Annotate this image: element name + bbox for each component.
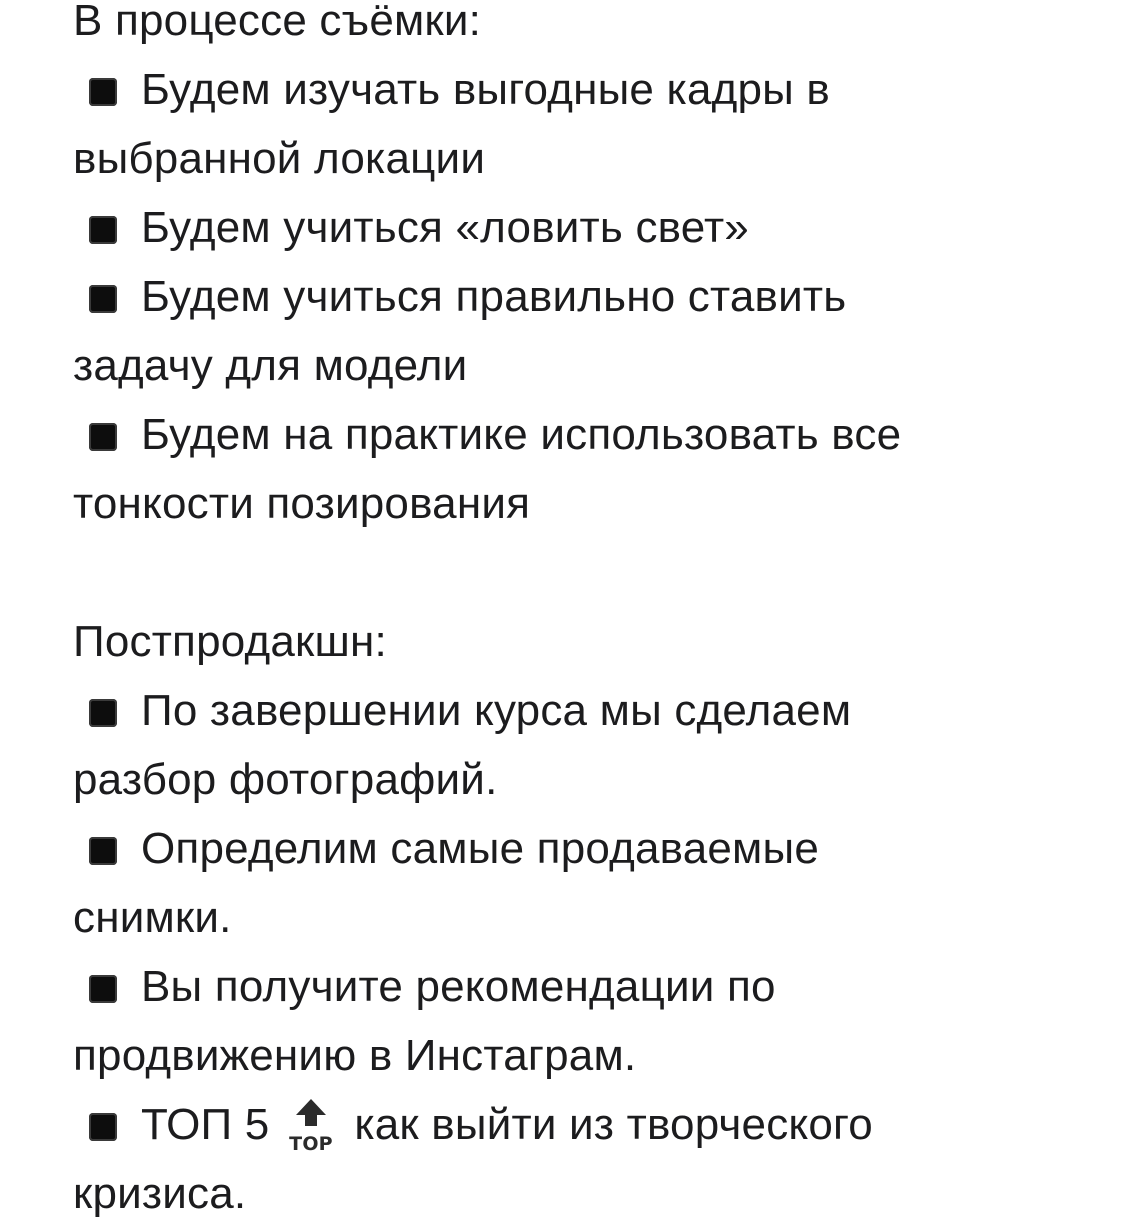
- list-item-text: По завершении курса мы сделаем: [141, 686, 852, 735]
- black-square-icon: [89, 837, 117, 865]
- list-item: [73, 400, 1073, 469]
- list-item-text: Определим самые продаваемые: [141, 824, 819, 873]
- list-item-continuation: тонкости позирования: [73, 479, 531, 528]
- section-heading-postproduction: Постпродакшн:: [73, 617, 387, 666]
- list-item: [73, 193, 1073, 262]
- list-item: [73, 952, 1073, 1021]
- top-icon-label: TOP: [289, 1133, 333, 1155]
- blank-line: [73, 538, 1073, 607]
- list-item-text: Будем учиться правильно ставить: [141, 272, 847, 321]
- note-text: [73, 0, 1073, 1228]
- list-item-text-pre: ТОП 5: [141, 1100, 270, 1149]
- list-item: [73, 55, 1073, 124]
- black-square-icon: [89, 423, 117, 451]
- section-heading-during-shoot: В процессе съёмки:: [73, 0, 482, 45]
- list-item: [73, 676, 1073, 745]
- black-square-icon: [89, 216, 117, 244]
- black-square-icon: [89, 78, 117, 106]
- black-square-icon: [89, 285, 117, 313]
- top-arrow-icon-graphic: [286, 1095, 336, 1155]
- list-item-text-post: как выйти из творческого: [354, 1100, 873, 1149]
- list-item-continuation: выбранной локации: [73, 134, 486, 183]
- list-item: [73, 814, 1073, 883]
- list-item-continuation: кризиса.: [73, 1169, 247, 1218]
- list-item-text: Будем на практике использовать все: [141, 410, 902, 459]
- list-item-continuation: задачу для модели: [73, 341, 468, 390]
- list-item: [73, 1090, 1073, 1159]
- black-square-icon: [89, 699, 117, 727]
- list-item: [73, 262, 1073, 331]
- black-square-icon: [89, 1113, 117, 1141]
- list-item-continuation: снимки.: [73, 893, 232, 942]
- list-item-text: Вы получите рекомендации по: [141, 962, 776, 1011]
- black-square-icon: [89, 975, 117, 1003]
- list-item-text: Будем изучать выгодные кадры в: [141, 65, 830, 114]
- list-item-continuation: разбор фотографий.: [73, 755, 498, 804]
- list-item-text: Будем учиться «ловить свет»: [141, 203, 749, 252]
- top-arrow-icon: [286, 1095, 336, 1155]
- list-item-continuation: продвижению в Инстаграм.: [73, 1031, 637, 1080]
